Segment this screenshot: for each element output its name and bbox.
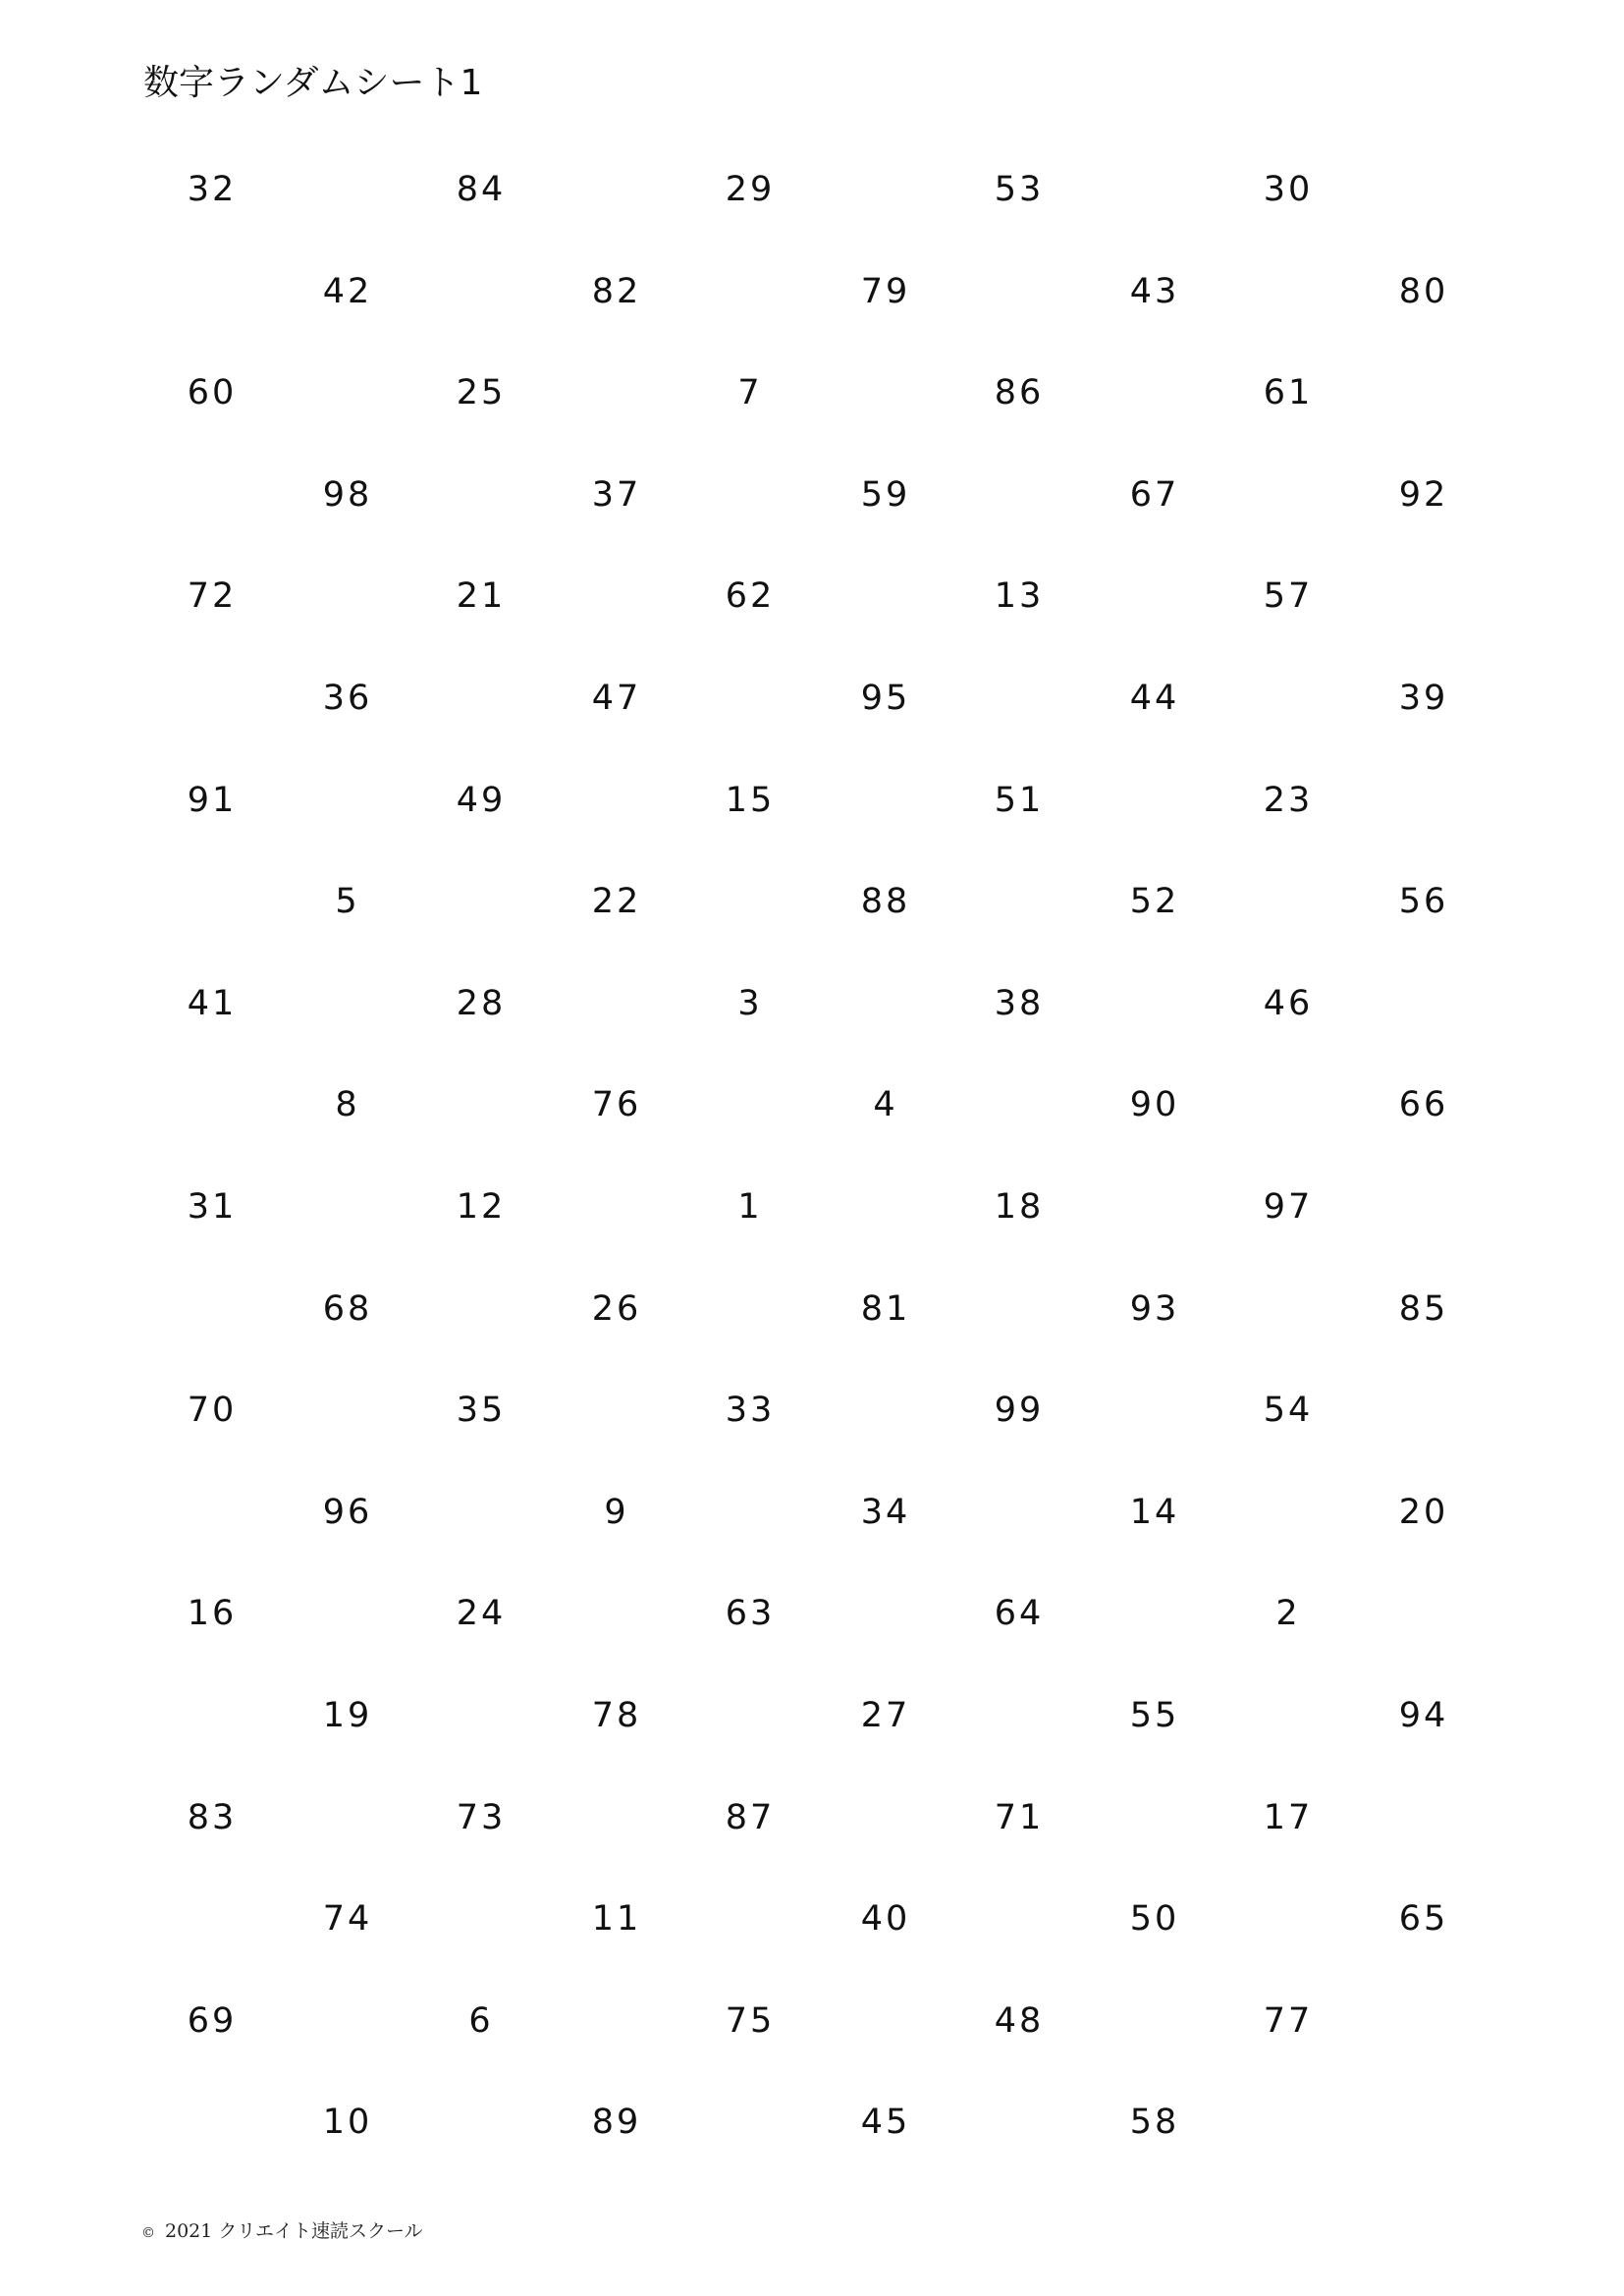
number-cell: 34 xyxy=(860,1493,911,1532)
number-cell: 6 xyxy=(468,2001,494,2041)
number-cell: 29 xyxy=(725,170,776,209)
number-cell: 2 xyxy=(1275,1594,1301,1633)
number-cell: 23 xyxy=(1263,781,1314,820)
number-cell: 80 xyxy=(1398,272,1449,311)
footer-text: 2021 クリエイト速読スクール xyxy=(165,2220,423,2242)
page-title: 数字ランダムシート1 xyxy=(143,63,483,103)
number-cell: 1 xyxy=(737,1187,763,1227)
number-cell: 33 xyxy=(725,1391,776,1430)
number-cell: 87 xyxy=(725,1798,776,1837)
number-cell: 52 xyxy=(1129,882,1180,921)
footer-copyright xyxy=(141,2218,423,2246)
number-cell: 67 xyxy=(1129,475,1180,515)
number-cell: 25 xyxy=(456,373,507,412)
number-cell: 89 xyxy=(591,2103,642,2142)
number-cell: 82 xyxy=(591,272,642,311)
number-cell: 27 xyxy=(860,1696,911,1735)
number-cell: 20 xyxy=(1398,1493,1449,1532)
number-cell: 71 xyxy=(994,1798,1045,1837)
number-cell: 97 xyxy=(1263,1187,1314,1227)
number-cell: 70 xyxy=(187,1391,238,1430)
number-cell: 11 xyxy=(591,1899,642,1939)
number-cell: 18 xyxy=(994,1187,1045,1227)
number-cell: 10 xyxy=(322,2103,373,2142)
number-cell: 55 xyxy=(1129,1696,1180,1735)
number-cell: 53 xyxy=(994,170,1045,209)
number-cell: 91 xyxy=(187,781,238,820)
number-cell: 5 xyxy=(335,882,360,921)
number-cell: 94 xyxy=(1398,1696,1449,1735)
number-cell: 76 xyxy=(591,1085,642,1124)
number-cell: 28 xyxy=(456,984,507,1023)
number-cell: 84 xyxy=(456,170,507,209)
number-cell: 50 xyxy=(1129,1899,1180,1939)
number-cell: 58 xyxy=(1129,2103,1180,2142)
number-cell: 7 xyxy=(737,373,763,412)
number-cell: 30 xyxy=(1263,170,1314,209)
number-cell: 43 xyxy=(1129,272,1180,311)
number-cell: 63 xyxy=(725,1594,776,1633)
number-cell: 47 xyxy=(591,679,642,718)
number-cell: 77 xyxy=(1263,2001,1314,2041)
number-cell: 95 xyxy=(860,679,911,718)
number-cell: 81 xyxy=(860,1289,911,1329)
number-cell: 72 xyxy=(187,576,238,616)
number-cell: 51 xyxy=(994,781,1045,820)
number-cell: 41 xyxy=(187,984,238,1023)
number-cell: 99 xyxy=(994,1391,1045,1430)
number-cell: 88 xyxy=(860,882,911,921)
number-cell: 96 xyxy=(322,1493,373,1532)
number-cell: 85 xyxy=(1398,1289,1449,1329)
number-cell: 54 xyxy=(1263,1391,1314,1430)
number-cell: 31 xyxy=(187,1187,238,1227)
number-cell: 42 xyxy=(322,272,373,311)
number-cell: 65 xyxy=(1398,1899,1449,1939)
number-cell: 46 xyxy=(1263,984,1314,1023)
number-cell: 83 xyxy=(187,1798,238,1837)
number-cell: 62 xyxy=(725,576,776,616)
number-cell: 13 xyxy=(994,576,1045,616)
copyright-symbol: © xyxy=(141,2225,155,2241)
number-cell: 39 xyxy=(1398,679,1449,718)
number-cell: 19 xyxy=(322,1696,373,1735)
number-cell: 38 xyxy=(994,984,1045,1023)
number-cell: 79 xyxy=(860,272,911,311)
number-cell: 74 xyxy=(322,1899,373,1939)
number-cell: 78 xyxy=(591,1696,642,1735)
number-cell: 37 xyxy=(591,475,642,515)
number-cell: 93 xyxy=(1129,1289,1180,1329)
number-cell: 26 xyxy=(591,1289,642,1329)
number-cell: 35 xyxy=(456,1391,507,1430)
number-cell: 8 xyxy=(335,1085,360,1124)
number-cell: 40 xyxy=(860,1899,911,1939)
number-cell: 44 xyxy=(1129,679,1180,718)
number-cell: 49 xyxy=(456,781,507,820)
number-cell: 16 xyxy=(187,1594,238,1633)
number-cell: 66 xyxy=(1398,1085,1449,1124)
number-cell: 86 xyxy=(994,373,1045,412)
number-cell: 60 xyxy=(187,373,238,412)
number-cell: 68 xyxy=(322,1289,373,1329)
number-cell: 22 xyxy=(591,882,642,921)
number-cell: 59 xyxy=(860,475,911,515)
number-cell: 3 xyxy=(737,984,763,1023)
number-cell: 12 xyxy=(456,1187,507,1227)
number-cell: 9 xyxy=(604,1493,629,1532)
number-cell: 64 xyxy=(994,1594,1045,1633)
number-cell: 61 xyxy=(1263,373,1314,412)
number-cell: 56 xyxy=(1398,882,1449,921)
number-cell: 48 xyxy=(994,2001,1045,2041)
number-cell: 21 xyxy=(456,576,507,616)
number-cell: 73 xyxy=(456,1798,507,1837)
number-cell: 36 xyxy=(322,679,373,718)
number-cell: 75 xyxy=(725,2001,776,2041)
number-cell: 57 xyxy=(1263,576,1314,616)
number-cell: 17 xyxy=(1263,1798,1314,1837)
number-cell: 45 xyxy=(860,2103,911,2142)
number-cell: 32 xyxy=(187,170,238,209)
number-cell: 14 xyxy=(1129,1493,1180,1532)
number-cell: 90 xyxy=(1129,1085,1180,1124)
number-cell: 4 xyxy=(873,1085,898,1124)
number-cell: 69 xyxy=(187,2001,238,2041)
number-cell: 24 xyxy=(456,1594,507,1633)
number-cell: 15 xyxy=(725,781,776,820)
number-cell: 98 xyxy=(322,475,373,515)
number-cell: 92 xyxy=(1398,475,1449,515)
